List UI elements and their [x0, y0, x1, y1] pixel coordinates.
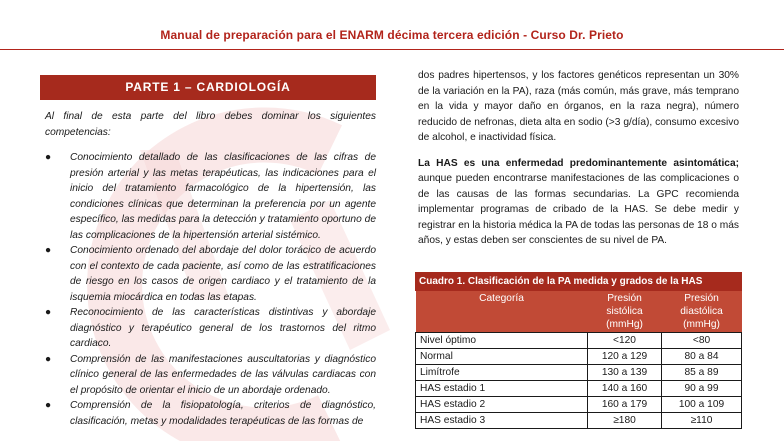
column-header: Presión sistólica (mmHg): [588, 291, 662, 333]
table-row: [416, 349, 742, 365]
list-item: [40, 243, 376, 305]
table-row: [416, 397, 742, 413]
intro-text: Al final de esta parte del libro debes dominar los siguientes competencias:: [45, 111, 376, 138]
bp-classification-table: [415, 272, 742, 429]
table-cell: HAS estadio 1: [416, 381, 588, 397]
column-header: Presión diastólica (mmHg): [662, 291, 742, 333]
part-banner: PARTE 1 – CARDIOLOGÍA: [40, 75, 376, 100]
table-caption: Cuadro 1. Clasificación de la PA medida y grados de la HAS: [415, 272, 742, 291]
table-cell: 140 a 160: [588, 381, 662, 397]
bullet-icon: ●: [45, 245, 52, 256]
list-item: [40, 150, 376, 243]
bullet-icon: ●: [45, 400, 52, 411]
list-item-text: Conocimiento detallado de las clasificaciones de las cifras de presión arterial y las metas terapéuticas, las indicaciones para el inicio del tratamiento farmacológico de la hipertensión, las condiciones clínicas que determinan la preferencia por un agente específico, las medidas para la detección y tratamiento oportuno de las complicaciones de la hipertensión arterial sistémico.: [70, 152, 376, 241]
table-cell: 160 a 179: [588, 397, 662, 413]
right-column: [418, 68, 739, 249]
screening-paragraph: [418, 156, 739, 249]
table-cell: 100 a 109: [662, 397, 742, 413]
table-row: [416, 381, 742, 397]
table-cell: 80 a 84: [662, 349, 742, 365]
table-cell: <80: [662, 333, 742, 349]
bullet-icon: ●: [45, 152, 52, 163]
header-divider: [0, 49, 784, 50]
bullet-icon: ●: [45, 307, 52, 318]
list-item: [40, 305, 376, 352]
list-item: [40, 398, 376, 429]
list-item: [40, 352, 376, 399]
table-row: [416, 365, 742, 381]
list-item-text: Reconocimiento de las características distintivas y abordaje diagnóstico y terapéutico general de los trastornos del ritmo cardiaco.: [70, 307, 376, 349]
table-cell: 120 a 129: [588, 349, 662, 365]
table-cell: 130 a 139: [588, 365, 662, 381]
list-item-text: Comprensión de las manifestaciones auscultatorias y diagnóstico clínico general de las enfermedades de las válvulas cardiacas con el propósito de orientar el inicio de un abordaje ordenado.: [70, 353, 376, 396]
paragraph-text: aunque pueden encontrarse manifestaciones de las complicaciones o de las causas de las formas secundarias. La GPC recomienda implementar programas de cribado de la HAS. Se debe medir y registrar en la historia médica la PA de todas las personas de 18 o más años, y estas deben ser conscientes de su nivel de PA.: [418, 173, 739, 246]
table-cell: ≥180: [588, 413, 662, 429]
list-item-text: Conocimiento ordenado del abordaje del dolor torácico de acuerdo con el contexto de cada paciente, así como de las estratificaciones de riesgo en los casos de origen cardiaco y el tratamiento de la isquemia miocárdica en todas las etapas.: [70, 245, 376, 303]
table-cell: HAS estadio 2: [416, 397, 588, 413]
table-cell: ≥110: [662, 413, 742, 429]
document-header: Manual de preparación para el ENARM décima tercera edición - Curso Dr. Prieto: [160, 28, 624, 42]
table-cell: Nivel óptimo: [416, 333, 588, 349]
left-column: [40, 75, 376, 429]
competencies-list: [40, 150, 376, 429]
table-cell: <120: [588, 333, 662, 349]
table-cell: 90 a 99: [662, 381, 742, 397]
emphasis-text: La HAS es una enfermedad predominantemente asintomática;: [418, 157, 739, 169]
risk-factors-paragraph: dos padres hipertensos, y los factores genéticos representan un 30% de la variación en la PA), raza (más común, más grave, más temprano en la vida y mayor daño en órganos, en la raza negra), número reducido de nefronas, dieta alta en sodio (>3 g/día), consumo excesivo de alcohol, e inactividad física.: [418, 70, 739, 143]
table-cell: 85 a 89: [662, 365, 742, 381]
table-cell: HAS estadio 3: [416, 413, 588, 429]
table-cell: Normal: [416, 349, 588, 365]
table-row: [416, 413, 742, 429]
column-header: Categoría: [416, 291, 588, 333]
table-row: [416, 333, 742, 349]
list-item-text: Comprensión de la fisiopatología, criterios de diagnóstico, clasificación, metas y modalidades terapéuticas de las formas de: [70, 400, 376, 427]
bullet-icon: ●: [45, 353, 52, 365]
table-cell: Limítrofe: [416, 365, 588, 381]
